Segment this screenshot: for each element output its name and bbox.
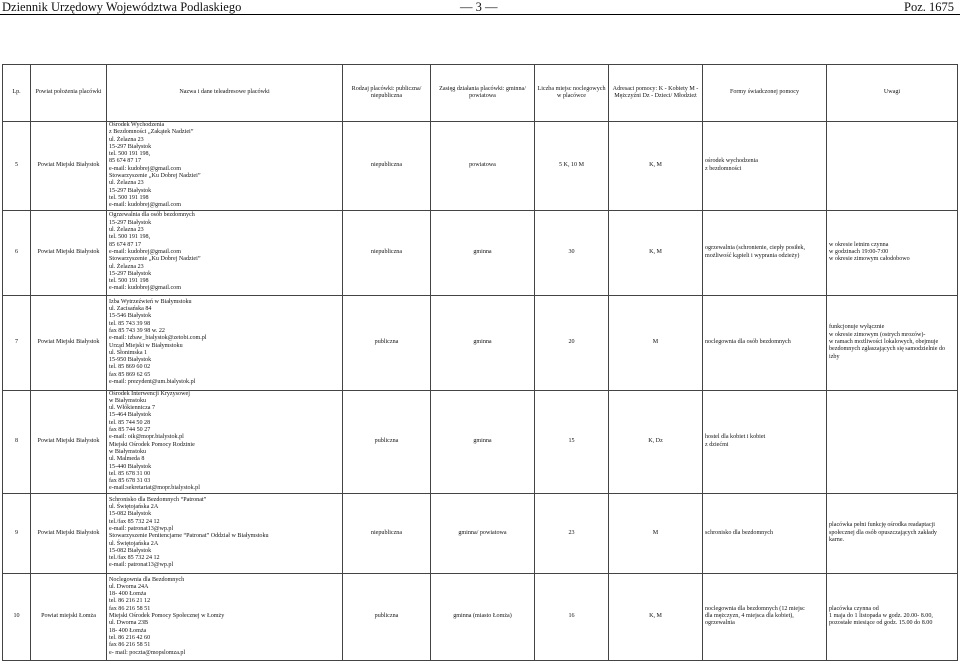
cell-nazwa-line: e-mail: oik@mopr.bialystok.pl	[109, 434, 184, 441]
cell-rodzaj: niepubliczna	[343, 210, 431, 295]
table-row	[3, 295, 958, 390]
cell-nazwa-line: ul. Słonimska 1	[109, 349, 148, 356]
cell-nazwa-line: Ośrodek Wychodzenia	[109, 122, 165, 128]
cell-nazwa	[107, 295, 343, 390]
cell-uwagi	[827, 573, 958, 660]
cell-formy-line: noclegownia dla osób bezdomnych	[705, 338, 791, 345]
cell-rodzaj: publiczna	[343, 295, 431, 390]
cell-nazwa-line: ul. Świętojańska 2A	[109, 504, 159, 511]
cell-formy-line: z bezdomności	[705, 165, 742, 172]
cell-nazwa-line: Miejski Ośrodek Pomocy Społecznej w Łomży	[109, 613, 225, 620]
cell-nazwa-line: w Białymstoku	[109, 397, 147, 404]
cell-nazwa-line: fax 86 216 58 51	[109, 642, 151, 649]
cell-nazwa-line: Stowarzyszenie „Ku Dobrej Nadziei”	[109, 256, 201, 263]
cell-formy	[703, 390, 827, 493]
cell-nazwa-line: ul. Dworna 24A	[109, 583, 149, 590]
cell-nazwa-line: z Bezdomności „Zakątek Nadziei”	[109, 129, 194, 136]
col-header-zasieg: Zasięg działania placówki: gminna/ powiatowa	[431, 65, 535, 122]
cell-nazwa-line: tel. 500 191 198	[109, 278, 149, 285]
cell-lp: 10	[3, 573, 31, 660]
cell-nazwa-line: Miejski Ośrodek Pomocy Rodzinie	[109, 441, 195, 448]
cell-uwagi-line: społecznej dla osób opuszczających zakłady	[829, 529, 937, 536]
cell-nazwa-line: tel. 500 191 198,	[109, 234, 151, 241]
col-header-adresaci: Adresaci pomocy: K - Kobiety M - Mężczyźni Dz - Dzieci/ Młodzież	[609, 65, 703, 122]
cell-liczba: 23	[535, 493, 609, 573]
cell-formy-line: noclegownia dla bezdomnych (12 miejsc	[705, 605, 805, 612]
cell-nazwa-line: 15-440 Białystok	[109, 463, 152, 470]
cell-liczba: 5 K, 10 M	[535, 122, 609, 211]
cell-nazwa-line: tel. 85 744 50 28	[109, 419, 151, 426]
cell-nazwa-line: ul. Żelazna 23	[109, 180, 144, 187]
facilities-table	[2, 64, 958, 661]
cell-formy	[703, 573, 827, 660]
cell-uwagi-line: pozostałe miesiące od godz. 15.00 do 8.00	[829, 620, 933, 627]
cell-uwagi-line: funkcjonuje wyłącznie	[829, 324, 885, 331]
cell-uwagi-line: placówka czynna od	[829, 605, 879, 612]
cell-nazwa-line: 15-297 Białystok	[109, 143, 152, 150]
cell-nazwa-line: Ośrodek Interwencji Kryzysowej	[109, 390, 190, 397]
cell-uwagi-line: karne.	[829, 536, 845, 543]
cell-formy-line: ogrzewalnia	[705, 620, 735, 627]
table-row	[3, 573, 958, 660]
cell-nazwa-line: e-mail: izbaw_bialystok@zetobi.com.pl	[109, 335, 207, 342]
cell-uwagi-line: w okresie letnim czynna	[829, 241, 889, 248]
cell-nazwa-line: 15-082 Białystok	[109, 547, 152, 554]
cell-adresaci: M	[609, 493, 703, 573]
cell-rodzaj: publiczna	[343, 573, 431, 660]
table-row	[3, 390, 958, 493]
cell-nazwa-line: tel. 500 191 198	[109, 194, 149, 201]
cell-uwagi	[827, 493, 958, 573]
cell-nazwa-line: Noclegownia dla Bezdomnych	[109, 576, 185, 583]
cell-liczba: 16	[535, 573, 609, 660]
cell-nazwa-line: Ogrzewalnia dla osób bezdomnych	[109, 212, 195, 219]
cell-nazwa-line: 85 674 87 17	[109, 241, 141, 248]
cell-nazwa-line: tel. 85 743 39 98	[109, 320, 151, 327]
cell-nazwa-line: 15-464 Białystok	[109, 412, 152, 419]
cell-nazwa-line: 18- 400 Łomża	[109, 591, 147, 598]
table-header-row	[3, 65, 958, 122]
cell-formy-line: z dziećmi	[705, 441, 729, 448]
col-header-lp: Lp.	[3, 65, 31, 122]
cell-liczba: 30	[535, 210, 609, 295]
cell-formy-line: hostel dla kobiet i kobiet	[705, 434, 766, 441]
cell-nazwa	[107, 573, 343, 660]
cell-nazwa-line: ul. Żelazna 23	[109, 136, 144, 143]
cell-powiat: Powiat Miejski Białystok	[31, 122, 107, 211]
cell-nazwa-line: 15-082 Białystok	[109, 511, 152, 518]
cell-nazwa-line: 18- 400 Łomża	[109, 627, 147, 634]
cell-nazwa-line: ul. Włókiennicza 7	[109, 405, 156, 412]
cell-uwagi-line: w godzinach 19:00-7:00	[829, 248, 889, 255]
cell-nazwa-line: tel. 86 216 42 60	[109, 634, 151, 641]
cell-nazwa-line: 15-546 Białystok	[109, 313, 152, 320]
cell-formy-line: ośrodek wychodzenia	[705, 158, 758, 165]
page-header	[0, 0, 960, 16]
cell-nazwa-line: 85 674 87 17	[109, 158, 141, 165]
header-rule	[0, 14, 960, 15]
table-row	[3, 210, 958, 295]
cell-powiat: Powiat Miejski Białystok	[31, 210, 107, 295]
cell-uwagi-line: bezdomnych zgłaszających się samodzielnie do	[829, 346, 946, 353]
cell-nazwa-line: Izba Wytrzeźwień w Białymstoku	[109, 298, 192, 305]
cell-nazwa-line: tel./fax 85 732 24 12	[109, 555, 160, 562]
cell-formy-line: możliwość kąpieli i wyprania odzieży)	[705, 252, 800, 259]
cell-formy	[703, 210, 827, 295]
cell-uwagi-line: w okresie zimowym całodobowo	[829, 256, 910, 263]
cell-zasieg: gminna	[431, 295, 535, 390]
cell-nazwa-line: e-mail: patronat13@wp.pl	[109, 562, 174, 569]
cell-nazwa-line: ul. Żelazna 23	[109, 227, 144, 234]
cell-uwagi	[827, 390, 958, 493]
cell-adresaci: K, M	[609, 122, 703, 211]
cell-nazwa-line: e-mail: kudobrej@gmail.com	[109, 248, 181, 255]
cell-nazwa-line: tel. 500 191 198,	[109, 151, 151, 158]
cell-adresaci: M	[609, 295, 703, 390]
cell-lp: 8	[3, 390, 31, 493]
cell-nazwa-line: e-mail:sekretariat@mopr.bialystok.pl	[109, 485, 200, 492]
cell-uwagi-line: 1 maja do 1 listopada w godz. 20.00- 8.00,	[829, 613, 933, 620]
cell-nazwa-line: fax 85 744 50 27	[109, 427, 151, 434]
cell-nazwa	[107, 390, 343, 493]
col-header-formy: Formy świadczonej pomocy	[703, 65, 827, 122]
cell-formy	[703, 122, 827, 211]
cell-formy-line: ogrzewalnia (schronienie, ciepły posiłek,	[705, 245, 806, 252]
cell-nazwa-line: e-mail: kudobrej@gmail.com	[109, 285, 181, 292]
table-row	[3, 493, 958, 573]
col-header-liczba: Liczba miejsc noclegowych w placówce	[535, 65, 609, 122]
cell-powiat: Powiat Miejski Białystok	[31, 295, 107, 390]
cell-nazwa-line: e-mail: patronat13@wp.pl	[109, 525, 174, 532]
cell-nazwa-line: ul. Świętojańska 2A	[109, 540, 159, 547]
cell-zasieg: gminna (miasto Łomża)	[431, 573, 535, 660]
position-number: Poz. 1675	[904, 0, 954, 14]
cell-liczba: 15	[535, 390, 609, 493]
cell-nazwa-line: 15-297 Białystok	[109, 187, 152, 194]
cell-formy-line: dla mężczyzn, 4 miejsca dla kobiet),	[705, 613, 794, 620]
cell-nazwa-line: fax 86 216 58 51	[109, 605, 151, 612]
cell-nazwa-line: fax 85 869 62 65	[109, 371, 151, 378]
page-number: — 3 —	[460, 0, 498, 14]
col-header-powiat: Powiat położenia placówki	[31, 65, 107, 122]
cell-nazwa-line: ul. Zacisańska 84	[109, 306, 152, 313]
cell-nazwa-line: e-mail: kudobrej@gmail.com	[109, 165, 181, 172]
cell-lp: 9	[3, 493, 31, 573]
table-row	[3, 122, 958, 211]
cell-nazwa-line: fax 85 678 31 03	[109, 478, 151, 485]
cell-nazwa-line: Stowarzyszenie „Ku Dobrej Nadziei”	[109, 173, 201, 180]
cell-zasieg: powiatowa	[431, 122, 535, 211]
cell-nazwa-line: w Białymstoku	[109, 448, 147, 455]
cell-nazwa-line: 15-297 Białystok	[109, 219, 152, 226]
cell-adresaci: K, M	[609, 573, 703, 660]
cell-nazwa	[107, 493, 343, 573]
cell-powiat: Powiat Miejski Białystok	[31, 390, 107, 493]
cell-liczba: 20	[535, 295, 609, 390]
cell-nazwa-line: Stowarzyszenie Penitencjarne “Patronat” Oddział w Białymstoku	[109, 533, 269, 540]
cell-nazwa-line: tel./fax 85 732 24 12	[109, 518, 160, 525]
cell-lp: 5	[3, 122, 31, 211]
cell-uwagi-line: placówka pełni funkcję ośrodka readaptacji	[829, 522, 935, 529]
cell-zasieg: gminna/ powiatowa	[431, 493, 535, 573]
cell-nazwa-line: Urząd Miejski w Białymstoku	[109, 342, 183, 349]
cell-nazwa-line: 15-297 Białystok	[109, 270, 152, 277]
cell-zasieg: gminna	[431, 210, 535, 295]
cell-adresaci: K, M	[609, 210, 703, 295]
cell-uwagi-line: w ramach możliwości lokalowych, obejmuje	[829, 338, 939, 345]
cell-nazwa-line: tel. 85 869 60 02	[109, 364, 151, 371]
cell-rodzaj: niepubliczna	[343, 122, 431, 211]
cell-rodzaj: publiczna	[343, 390, 431, 493]
col-header-rodzaj: Rodzaj placówki: publiczna/ niepubliczna	[343, 65, 431, 122]
cell-uwagi-line: w okresie zimowym (ostrych mrozów)-	[829, 331, 926, 338]
cell-uwagi	[827, 210, 958, 295]
cell-nazwa-line: tel. 86 216 21 12	[109, 598, 151, 605]
cell-zasieg: gminna	[431, 390, 535, 493]
cell-nazwa-line: 15-950 Białystok	[109, 357, 152, 364]
col-header-uwagi: Uwagi	[827, 65, 958, 122]
cell-nazwa-line: fax 85 743 39 98 w. 22	[109, 327, 165, 334]
cell-lp: 6	[3, 210, 31, 295]
cell-adresaci: K, Dz	[609, 390, 703, 493]
col-header-nazwa: Nazwa i dane teleadresowe placówki	[107, 65, 343, 122]
cell-nazwa-line: ul. Dworna 23B	[109, 620, 149, 627]
cell-uwagi	[827, 295, 958, 390]
cell-formy	[703, 295, 827, 390]
cell-uwagi-line: izby	[829, 353, 840, 360]
cell-nazwa-line: e- mail: poczta@mopslomza.pl	[109, 649, 186, 656]
cell-nazwa-line: tel. 85 678 31 00	[109, 470, 151, 477]
journal-title: Dziennik Urzędowy Województwa Podlaskiego	[2, 0, 242, 14]
cell-nazwa-line: ul. Malmeda 8	[109, 456, 145, 463]
cell-nazwa	[107, 210, 343, 295]
cell-nazwa-line: e-mail: kudobrej@gmail.com	[109, 202, 181, 209]
cell-nazwa	[107, 122, 343, 211]
cell-uwagi	[827, 122, 958, 211]
cell-lp: 7	[3, 295, 31, 390]
cell-nazwa-line: ul. Żelazna 23	[109, 263, 144, 270]
cell-nazwa-line: Schronisko dla Bezdomnych “Patronat”	[109, 496, 207, 503]
cell-formy	[703, 493, 827, 573]
cell-powiat: Powiat miejski Łomża	[31, 573, 107, 660]
cell-formy-line: schronisko dla bezdomnych	[705, 529, 774, 536]
cell-nazwa-line: e-mail: prezydent@um.bialystok.pl	[109, 379, 196, 386]
cell-powiat: Powiat Miejski Białystok	[31, 493, 107, 573]
cell-rodzaj: niepubliczna	[343, 493, 431, 573]
